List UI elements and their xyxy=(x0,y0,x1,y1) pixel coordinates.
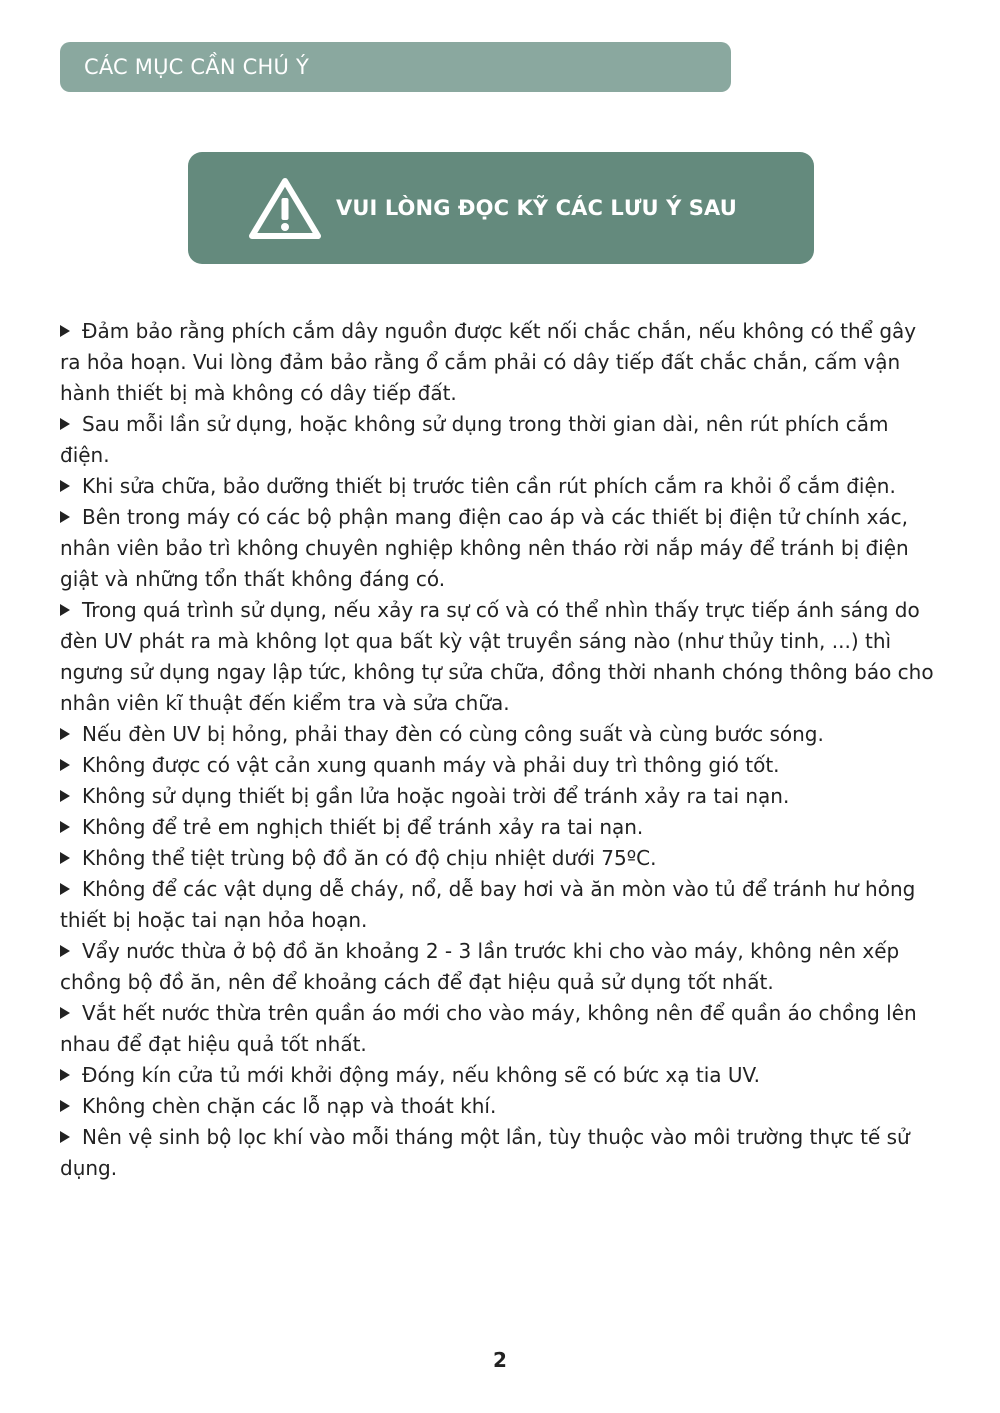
note-text: Đóng kín cửa tủ mới khởi động máy, nếu không sẽ có bức xạ tia UV. xyxy=(82,1063,760,1087)
page-number: 2 xyxy=(493,1348,507,1372)
note-text: Khi sửa chữa, bảo dưỡng thiết bị trước tiên cần rút phích cắm ra khỏi ổ cắm điện. xyxy=(82,474,896,498)
bullet-triangle-icon xyxy=(60,945,70,957)
note-text: Trong quá trình sử dụng, nếu xảy ra sự cố và có thể nhìn thấy trực tiếp ánh sáng do đèn UV phát ra mà không lọt qua bất kỳ vật truyền sáng nào (như thủy tinh, ...) thì ngưng sử dụng ngay lập tức, không tự sửa chữa, đồng thời nhanh chóng thông báo cho nhân viên kĩ thuật đến kiểm tra và sửa chữa. xyxy=(60,598,940,715)
warning-title: VUI LÒNG ĐỌC KỸ CÁC LƯU Ý SAU xyxy=(336,196,737,220)
bullet-triangle-icon xyxy=(60,852,70,864)
list-item xyxy=(60,502,940,595)
note-text: Đảm bảo rằng phích cắm dây nguồn được kết nối chắc chắn, nếu không có thể gây ra hỏa hoạn. Vui lòng đảm bảo rằng ổ cắm phải có dây tiếp đất chắc chắn, cấm vận hành thiết bị mà không có dây tiếp đất. xyxy=(60,319,923,405)
note-text: Nếu đèn UV bị hỏng, phải thay đèn có cùng công suất và cùng bước sóng. xyxy=(82,722,824,746)
bullet-triangle-icon xyxy=(60,511,70,523)
list-item xyxy=(60,1060,940,1091)
note-text: Không thể tiệt trùng bộ đồ ăn có độ chịu nhiệt dưới 75ºC. xyxy=(82,846,657,870)
note-text: Vắt hết nước thừa trên quần áo mới cho vào máy, không nên để quần áo chồng lên nhau để đạt hiệu quả tốt nhất. xyxy=(60,1001,924,1056)
note-text: Vẩy nước thừa ở bộ đồ ăn khoảng 2 - 3 lần trước khi cho vào máy, không nên xếp chồng bộ đồ ăn, nên để khoảng cách để đạt hiệu quả sử dụng tốt nhất. xyxy=(60,939,906,994)
list-item xyxy=(60,595,940,719)
bullet-triangle-icon xyxy=(60,759,70,771)
section-header xyxy=(60,42,731,92)
notes-list xyxy=(60,316,940,1184)
list-item xyxy=(60,719,940,750)
note-text: Bên trong máy có các bộ phận mang điện cao áp và các thiết bị điện tử chính xác, nhân viên bảo trì không chuyên nghiệp không nên tháo rời nắp máy để tránh bị điện giật và những tổn thất không đáng có. xyxy=(60,505,916,591)
list-item xyxy=(60,316,940,409)
list-item xyxy=(60,409,940,471)
note-text: Không chèn chặn các lỗ nạp và thoát khí. xyxy=(82,1094,497,1118)
warning-banner xyxy=(188,152,814,264)
warning-triangle-icon xyxy=(248,176,322,240)
bullet-triangle-icon xyxy=(60,883,70,895)
bullet-triangle-icon xyxy=(60,418,70,430)
list-item xyxy=(60,1091,940,1122)
bullet-triangle-icon xyxy=(60,821,70,833)
bullet-triangle-icon xyxy=(60,1100,70,1112)
bullet-triangle-icon xyxy=(60,1131,70,1143)
note-text: Không để các vật dụng dễ cháy, nổ, dễ bay hơi và ăn mòn vào tủ để tránh hư hỏng thiết bị hoặc tai nạn hỏa hoạn. xyxy=(60,877,922,932)
bullet-triangle-icon xyxy=(60,1069,70,1081)
bullet-triangle-icon xyxy=(60,480,70,492)
note-text: Sau mỗi lần sử dụng, hoặc không sử dụng trong thời gian dài, nên rút phích cắm điện. xyxy=(60,412,895,467)
note-text: Không để trẻ em nghịch thiết bị để tránh xảy ra tai nạn. xyxy=(82,815,644,839)
bullet-triangle-icon xyxy=(60,790,70,802)
note-text: Nên vệ sinh bộ lọc khí vào mỗi tháng một lần, tùy thuộc vào môi trường thực tế sử dụng. xyxy=(60,1125,917,1180)
bullet-triangle-icon xyxy=(60,325,70,337)
bullet-triangle-icon xyxy=(60,728,70,740)
list-item xyxy=(60,781,940,812)
list-item xyxy=(60,936,940,998)
list-item xyxy=(60,1122,940,1184)
note-text: Không được có vật cản xung quanh máy và phải duy trì thông gió tốt. xyxy=(82,753,780,777)
list-item xyxy=(60,750,940,781)
list-item xyxy=(60,471,940,502)
note-text: Không sử dụng thiết bị gần lửa hoặc ngoài trời để tránh xảy ra tai nạn. xyxy=(82,784,790,808)
list-item xyxy=(60,812,940,843)
bullet-triangle-icon xyxy=(60,604,70,616)
list-item xyxy=(60,874,940,936)
list-item xyxy=(60,843,940,874)
list-item xyxy=(60,998,940,1060)
section-title: CÁC MỤC CẦN CHÚ Ý xyxy=(84,55,309,79)
bullet-triangle-icon xyxy=(60,1007,70,1019)
